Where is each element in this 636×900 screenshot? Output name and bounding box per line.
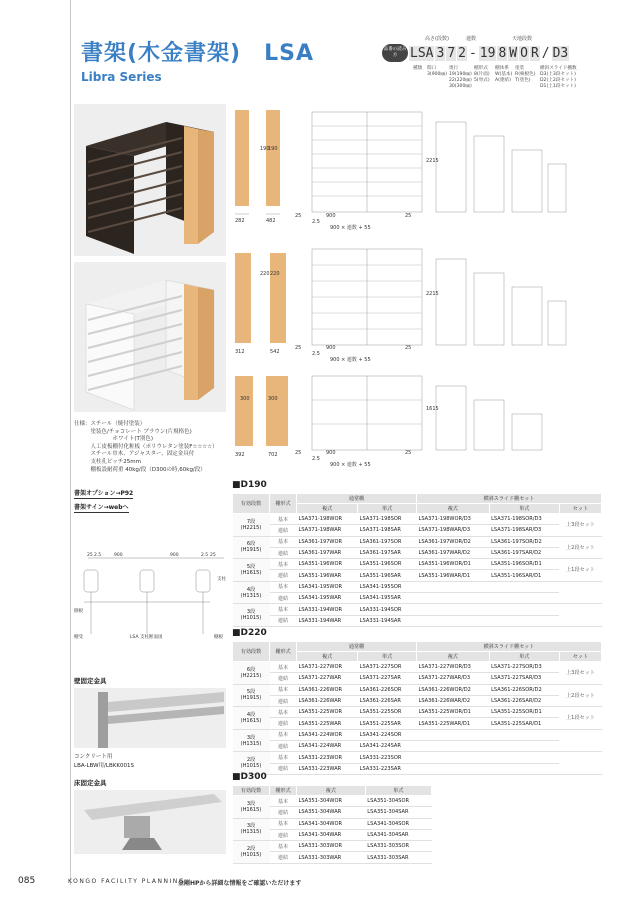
model-cell: LSA331-303SOR xyxy=(365,841,431,852)
dim-text: 900 × 連数 + 55 xyxy=(330,225,371,231)
model-cell: LSA361-226SAR/D2 xyxy=(489,695,559,706)
dim-text: 220 xyxy=(260,271,270,277)
model-cell: LSA341-195SAR xyxy=(358,593,417,604)
table-row xyxy=(233,729,602,740)
model-cell: LSA351-225WOR/D1 xyxy=(417,707,490,718)
th-set: セット xyxy=(559,504,601,514)
dim-text: 2.5 xyxy=(94,553,102,558)
model-cell: LSA361-197SOR xyxy=(358,536,417,547)
label-text: 棚受 xyxy=(74,635,83,640)
type-cell: 連結 xyxy=(270,593,297,604)
table-row xyxy=(233,514,602,525)
page-subtitle: Libra Series xyxy=(81,70,162,84)
model-cell: LSA331-303WOR xyxy=(297,841,366,852)
sign-link[interactable]: 書架サイン→webへ xyxy=(74,504,129,511)
code-legend-system: 棚体系 W(基本) A(連結) xyxy=(495,66,513,83)
model-cell xyxy=(417,604,490,615)
table-row xyxy=(233,707,602,718)
model-cell: LSA361-226SOR xyxy=(358,684,417,695)
d220-title: ■D220 xyxy=(232,628,267,638)
th-double: 複式 xyxy=(297,504,358,514)
model-cell: LSA331-223WOR xyxy=(297,752,358,763)
dim-text: 1615 xyxy=(426,406,439,412)
tier-cell: 3段 (H1015) xyxy=(233,604,270,627)
code-legend-slide: 横斜スライド棚数 D3(上3段セット) D2(上2段セット) D1(上1段セット) xyxy=(540,66,577,89)
model-cell xyxy=(489,593,559,604)
tier-cell: 2段 (H1015) xyxy=(233,752,270,775)
tier-cell: 2段 (H1015) xyxy=(233,841,270,864)
spec-line: ホワイト(T別色) xyxy=(74,436,153,443)
d220-table xyxy=(232,641,602,775)
company-name: KONGO FACILITY PLANNING xyxy=(68,878,185,885)
spec-line: 塗装色/チョコレート ブラウン(片規格色) xyxy=(74,428,192,435)
frame-diagram xyxy=(74,552,234,642)
spec-line: 仕様：スチール（焼付塗装） xyxy=(74,421,146,427)
type-cell: 基本 xyxy=(270,796,297,807)
set-cell: 上1段セット xyxy=(559,559,601,582)
th-slide: 横斜スライド棚セット xyxy=(417,494,602,504)
wall-fixing-caption1: コンクリート用 xyxy=(74,754,113,760)
table-row xyxy=(233,662,602,673)
model-cell: LSA341-304SAR xyxy=(365,829,431,840)
dim-text: 900 xyxy=(170,553,179,558)
table-row xyxy=(233,673,602,684)
model-cell: LSA331-194WAR xyxy=(297,615,358,626)
th-tier: 有効段数 xyxy=(233,494,270,514)
code-legend-kind: 種類 xyxy=(413,66,423,71)
footer-note: 金剛HPから詳細な情報をご確認いただけます xyxy=(178,880,302,887)
dim-text: 282 xyxy=(235,218,245,224)
code-char: R xyxy=(530,45,539,61)
tier-cell: 3段 (H1315) xyxy=(233,818,270,841)
floor-fixing-title: 床固定金具 xyxy=(74,779,107,787)
code-legend-width: 間口 3(900㎜) xyxy=(427,66,447,77)
model-cell: LSA371-227SAR xyxy=(358,673,417,684)
dim-text: 2.5 xyxy=(312,351,320,357)
model-cell: LSA351-196WAR/D1 xyxy=(417,570,490,581)
set-cell xyxy=(559,604,601,627)
th-type: 棚形式 xyxy=(270,642,297,662)
model-cell: LSA351-196SOR xyxy=(358,559,417,570)
table-row xyxy=(233,615,602,626)
model-cell xyxy=(489,581,559,592)
model-cell: LSA331-303WAR xyxy=(297,852,366,863)
dim-text: 900 xyxy=(326,213,336,219)
type-cell: 基本 xyxy=(270,662,297,673)
model-cell: LSA361-226WOR/D2 xyxy=(417,684,490,695)
model-cell xyxy=(417,615,490,626)
model-cell: LSA341-195WAR xyxy=(297,593,358,604)
set-cell: 上1段セット xyxy=(559,707,601,730)
table-row xyxy=(233,752,602,763)
dim-text: 900 × 連数 + 55 xyxy=(330,462,371,468)
type-cell: 連結 xyxy=(270,547,297,558)
spec-line: 支柱孔ピッチ25mm xyxy=(74,458,141,465)
model-cell: LSA351-196WOR xyxy=(297,559,358,570)
model-cell: LSA331-223WAR xyxy=(297,763,358,774)
model-cell: LSA341-224WAR xyxy=(297,741,358,752)
set-cell: 上2段セット xyxy=(559,536,601,559)
dim-text: 2.5 xyxy=(201,553,209,558)
code-char: 19 xyxy=(479,45,496,61)
spec-line: 人工皮板棚付化粧板（ポリウレタン塗装F☆☆☆☆） xyxy=(74,443,218,450)
code-badge: 品番の読み方 xyxy=(382,44,408,62)
label-text: 側板 xyxy=(74,609,83,614)
code-char: LSA xyxy=(410,45,434,61)
spec-list xyxy=(74,421,218,474)
type-cell: 基本 xyxy=(270,536,297,547)
dim-text: 900 xyxy=(326,345,336,351)
model-cell: LSA341-195WOR xyxy=(297,581,358,592)
label-text: 支柱 xyxy=(217,577,226,582)
type-cell: 連結 xyxy=(270,763,297,774)
th-slide: 横斜スライド棚セット xyxy=(417,642,602,652)
model-cell: LSA361-197SAR/D2 xyxy=(489,547,559,558)
type-cell: 連結 xyxy=(270,570,297,581)
model-cell: LSA341-224WOR xyxy=(297,729,358,740)
code-char: O xyxy=(520,45,528,61)
table-row xyxy=(233,695,602,706)
drawing-d190 xyxy=(230,102,570,232)
model-cell: LSA331-223SAR xyxy=(358,763,417,774)
code-char: / xyxy=(541,45,550,61)
model-cell: LSA331-303SAR xyxy=(365,852,431,863)
dim-text: 25 xyxy=(87,553,93,558)
dim-text: 220 xyxy=(270,271,280,277)
dim-text: 190 xyxy=(268,146,278,152)
dim-text: 482 xyxy=(266,218,276,224)
dim-text: 2215 xyxy=(426,158,439,164)
model-cell: LSA351-225SOR/D1 xyxy=(489,707,559,718)
set-cell xyxy=(559,581,601,604)
table-row xyxy=(233,525,602,536)
th-single: 単式 xyxy=(489,504,559,514)
th-fixed: 通常棚 xyxy=(297,642,417,652)
table-row xyxy=(233,763,602,774)
code-char: 3 xyxy=(436,45,445,61)
set-cell: 上3段セット xyxy=(559,514,601,537)
type-cell: 連結 xyxy=(270,718,297,729)
code-head-height: 高さ(段数) xyxy=(425,36,449,42)
model-cell: LSA371-198WOR/D3 xyxy=(417,514,490,525)
model-cell: LSA341-195SOR xyxy=(358,581,417,592)
model-cell: LSA361-226WAR/D2 xyxy=(417,695,490,706)
model-cell: LSA351-225SAR xyxy=(358,718,417,729)
type-cell: 連結 xyxy=(270,852,297,863)
model-cell: LSA351-225WAR xyxy=(297,718,358,729)
table-row xyxy=(233,604,602,615)
set-cell xyxy=(559,729,601,752)
model-cell: LSA351-225WOR xyxy=(297,707,358,718)
model-cell: LSA351-304SAR xyxy=(365,807,431,818)
model-cell: LSA351-196SAR/D1 xyxy=(489,570,559,581)
model-cell: LSA351-304WOR xyxy=(297,796,366,807)
code-char: 2 xyxy=(458,45,466,61)
dim-text: 25 xyxy=(210,553,216,558)
model-cell: LSA371-227SOR xyxy=(358,662,417,673)
table-row xyxy=(233,818,432,829)
option-link[interactable]: 書架オプション→P92 xyxy=(74,490,134,497)
th-double: 複式 xyxy=(297,652,358,662)
model-cell xyxy=(489,729,559,740)
model-cell: LSA341-304SOR xyxy=(365,818,431,829)
model-cell: LSA351-225WAR/D1 xyxy=(417,718,490,729)
code-legend-depth: 奥行 19(190㎜) 22(220㎜) 30(300㎜) xyxy=(449,66,472,89)
model-cell xyxy=(417,741,490,752)
dim-text: 190 xyxy=(260,146,270,152)
model-cell: LSA361-197SAR xyxy=(358,547,417,558)
th-double: 複式 xyxy=(297,786,366,796)
set-cell xyxy=(559,752,601,775)
margin-rule xyxy=(70,0,71,885)
dim-text: 2215 xyxy=(426,291,439,297)
table-row xyxy=(233,718,602,729)
page-title: 書架(木金書架) LSA xyxy=(81,41,314,66)
model-cell: LSA361-226WOR xyxy=(297,684,358,695)
spec-line: 棚板設耐荷重 40kg/段（D300の時,60kg/段） xyxy=(74,466,206,473)
model-cell: LSA361-226WAR xyxy=(297,695,358,706)
model-cell: LSA371-198SOR/D3 xyxy=(489,514,559,525)
th-single: 単式 xyxy=(358,504,417,514)
dim-text: 25 xyxy=(405,450,412,456)
model-cell: LSA361-197WOR/D2 xyxy=(417,536,490,547)
dim-text: 702 xyxy=(268,452,278,458)
table-row xyxy=(233,593,602,604)
type-cell: 基本 xyxy=(270,559,297,570)
model-cell: LSA371-198SAR/D3 xyxy=(489,525,559,536)
model-cell: LSA331-194WOR xyxy=(297,604,358,615)
type-cell: 連結 xyxy=(270,525,297,536)
model-cell: LSA371-198WAR xyxy=(297,525,358,536)
drawing-d220 xyxy=(230,245,570,365)
model-cell: LSA371-227WAR xyxy=(297,673,358,684)
d300-table xyxy=(232,785,432,864)
d300-title: ■D300 xyxy=(232,772,267,782)
page-number: 085 xyxy=(18,876,36,886)
th-fixed: 通常棚 xyxy=(297,494,417,504)
model-cell: LSA351-196WOR/D1 xyxy=(417,559,490,570)
dim-text: 900 xyxy=(114,553,123,558)
table-row xyxy=(233,581,602,592)
model-cell: LSA371-227WOR xyxy=(297,662,358,673)
model-cell xyxy=(489,604,559,615)
tier-cell: 6段 (H2215) xyxy=(233,662,270,685)
th-tier: 有効段数 xyxy=(233,642,270,662)
dim-text: 900 xyxy=(326,450,336,456)
th-double: 複式 xyxy=(417,504,490,514)
set-cell: 上2段セット xyxy=(559,684,601,707)
dim-text: 25 xyxy=(295,450,302,456)
model-cell: LSA341-304WOR xyxy=(297,818,366,829)
code-char: - xyxy=(468,45,477,61)
type-cell: 基本 xyxy=(270,514,297,525)
table-row xyxy=(233,559,602,570)
table-row xyxy=(233,570,602,581)
dim-text: 392 xyxy=(235,452,245,458)
d190-title: ■D190 xyxy=(232,480,267,490)
th-single: 単式 xyxy=(365,786,431,796)
table-row xyxy=(233,841,432,852)
type-cell: 基本 xyxy=(270,581,297,592)
wall-fixing-image xyxy=(74,688,226,748)
model-cell xyxy=(417,752,490,763)
type-cell: 基本 xyxy=(270,818,297,829)
dim-text: 25 xyxy=(405,345,412,351)
type-cell: 連結 xyxy=(270,829,297,840)
model-cell xyxy=(489,763,559,774)
model-cell: LSA351-304SOR xyxy=(365,796,431,807)
type-cell: 連結 xyxy=(270,615,297,626)
th-set: セット xyxy=(559,652,601,662)
model-cell: LSA361-197WAR/D2 xyxy=(417,547,490,558)
model-cell: LSA361-197WAR xyxy=(297,547,358,558)
label-text: LSA 支柱断面図 xyxy=(130,635,163,640)
th-type: 棚形式 xyxy=(270,494,297,514)
model-cell: LSA331-194SAR xyxy=(358,615,417,626)
model-cell xyxy=(417,763,490,774)
code-char: D3 xyxy=(552,45,569,61)
th-double: 複式 xyxy=(417,652,490,662)
th-single: 単式 xyxy=(489,652,559,662)
wall-fixing-title: 壁固定金具 xyxy=(74,677,107,685)
dim-text: 2.5 xyxy=(312,456,320,462)
tier-cell: 3段 (H1315) xyxy=(233,729,270,752)
type-cell: 基本 xyxy=(270,604,297,615)
type-cell: 基本 xyxy=(270,684,297,695)
model-cell: LSA351-225SAR/D1 xyxy=(489,718,559,729)
model-cell xyxy=(417,581,490,592)
model-cell: LSA371-198SOR xyxy=(358,514,417,525)
model-cell: LSA341-304WAR xyxy=(297,829,366,840)
model-cell: LSA371-227SOR/D3 xyxy=(489,662,559,673)
model-cell: LSA351-196SOR/D1 xyxy=(489,559,559,570)
dim-text: 2.5 xyxy=(312,219,320,225)
model-cell: LSA361-197SOR/D2 xyxy=(489,536,559,547)
model-cell xyxy=(489,615,559,626)
code-char: W xyxy=(509,45,518,61)
th-tier: 有効段数 xyxy=(233,786,270,796)
table-row xyxy=(233,741,602,752)
model-cell xyxy=(489,752,559,763)
tier-cell: 5段 (H1915) xyxy=(233,684,270,707)
table-row xyxy=(233,684,602,695)
type-cell: 連結 xyxy=(270,673,297,684)
dim-text: 542 xyxy=(270,349,280,355)
wall-fixing-caption2: LBA-LBW用/LBKK001S xyxy=(74,763,134,769)
model-cell: LSA371-198WOR xyxy=(297,514,358,525)
label-text: 棚板 xyxy=(214,635,223,640)
code-head-top: 天地段数 xyxy=(512,36,533,42)
type-cell: 基本 xyxy=(270,729,297,740)
model-cell xyxy=(417,593,490,604)
dim-text: 25 xyxy=(295,345,302,351)
th-type: 棚形式 xyxy=(270,786,297,796)
model-cell: LSA361-226SAR xyxy=(358,695,417,706)
model-cell: LSA371-227WAR/D3 xyxy=(417,673,490,684)
tier-cell: 3段 (H1615) xyxy=(233,796,270,819)
dim-text: 300 xyxy=(268,396,278,402)
dim-text: 25 xyxy=(405,213,412,219)
tier-cell: 6段 (H1915) xyxy=(233,536,270,559)
type-cell: 連結 xyxy=(270,741,297,752)
type-cell: 連結 xyxy=(270,695,297,706)
model-cell: LSA371-198WAR/D3 xyxy=(417,525,490,536)
dim-text: 25 xyxy=(295,213,302,219)
model-cell: LSA341-224SAR xyxy=(358,741,417,752)
tier-cell: 5段 (H1615) xyxy=(233,559,270,582)
tier-cell: 4段 (H1615) xyxy=(233,707,270,730)
model-cell: LSA351-196SAR xyxy=(358,570,417,581)
type-cell: 基本 xyxy=(270,752,297,763)
drawing-d300 xyxy=(230,370,570,470)
tier-cell: 7段 (H2215) xyxy=(233,514,270,537)
model-cell: LSA371-198SAR xyxy=(358,525,417,536)
model-cell: LSA361-197WOR xyxy=(297,536,358,547)
model-cell: LSA331-223SOR xyxy=(358,752,417,763)
model-cell: LSA331-194SOR xyxy=(358,604,417,615)
type-cell: 基本 xyxy=(270,707,297,718)
table-row xyxy=(233,536,602,547)
model-cell: LSA371-227WOR/D3 xyxy=(417,662,490,673)
photo-dark-bookshelf xyxy=(74,104,226,256)
model-cell: LSA351-304WAR xyxy=(297,807,366,818)
code-char: 8 xyxy=(498,45,507,61)
model-cell: LSA351-225SOR xyxy=(358,707,417,718)
dim-text: 900 × 連数 + 55 xyxy=(330,357,371,363)
d190-table xyxy=(232,493,602,627)
photo-white-bookshelf xyxy=(74,262,226,412)
model-cell: LSA351-196WAR xyxy=(297,570,358,581)
product-code xyxy=(382,44,569,62)
table-row xyxy=(233,796,432,807)
model-cell: LSA341-224SOR xyxy=(358,729,417,740)
table-row xyxy=(233,547,602,558)
dim-text: 300 xyxy=(240,396,250,402)
model-cell xyxy=(489,741,559,752)
set-cell: 上3段セット xyxy=(559,662,601,685)
dim-text: 312 xyxy=(235,349,245,355)
model-cell xyxy=(417,729,490,740)
code-legend-paint: 塗装 R(検板色) T(塗色) xyxy=(515,66,536,83)
type-cell: 基本 xyxy=(270,841,297,852)
code-char: 7 xyxy=(447,45,456,61)
model-cell: LSA361-226SOR/D2 xyxy=(489,684,559,695)
tier-cell: 4段 (H1315) xyxy=(233,581,270,604)
model-cell: LSA371-227SAR/D3 xyxy=(489,673,559,684)
spec-line: スチール巾木、アジャスター、固定金具付 xyxy=(74,451,195,458)
code-head-depth: 連数 xyxy=(466,36,477,42)
code-legend-form: 棚形式 8(片面) 5(単式) xyxy=(474,66,490,83)
th-single: 単式 xyxy=(358,652,417,662)
type-cell: 連結 xyxy=(270,807,297,818)
floor-fixing-image xyxy=(74,790,226,854)
